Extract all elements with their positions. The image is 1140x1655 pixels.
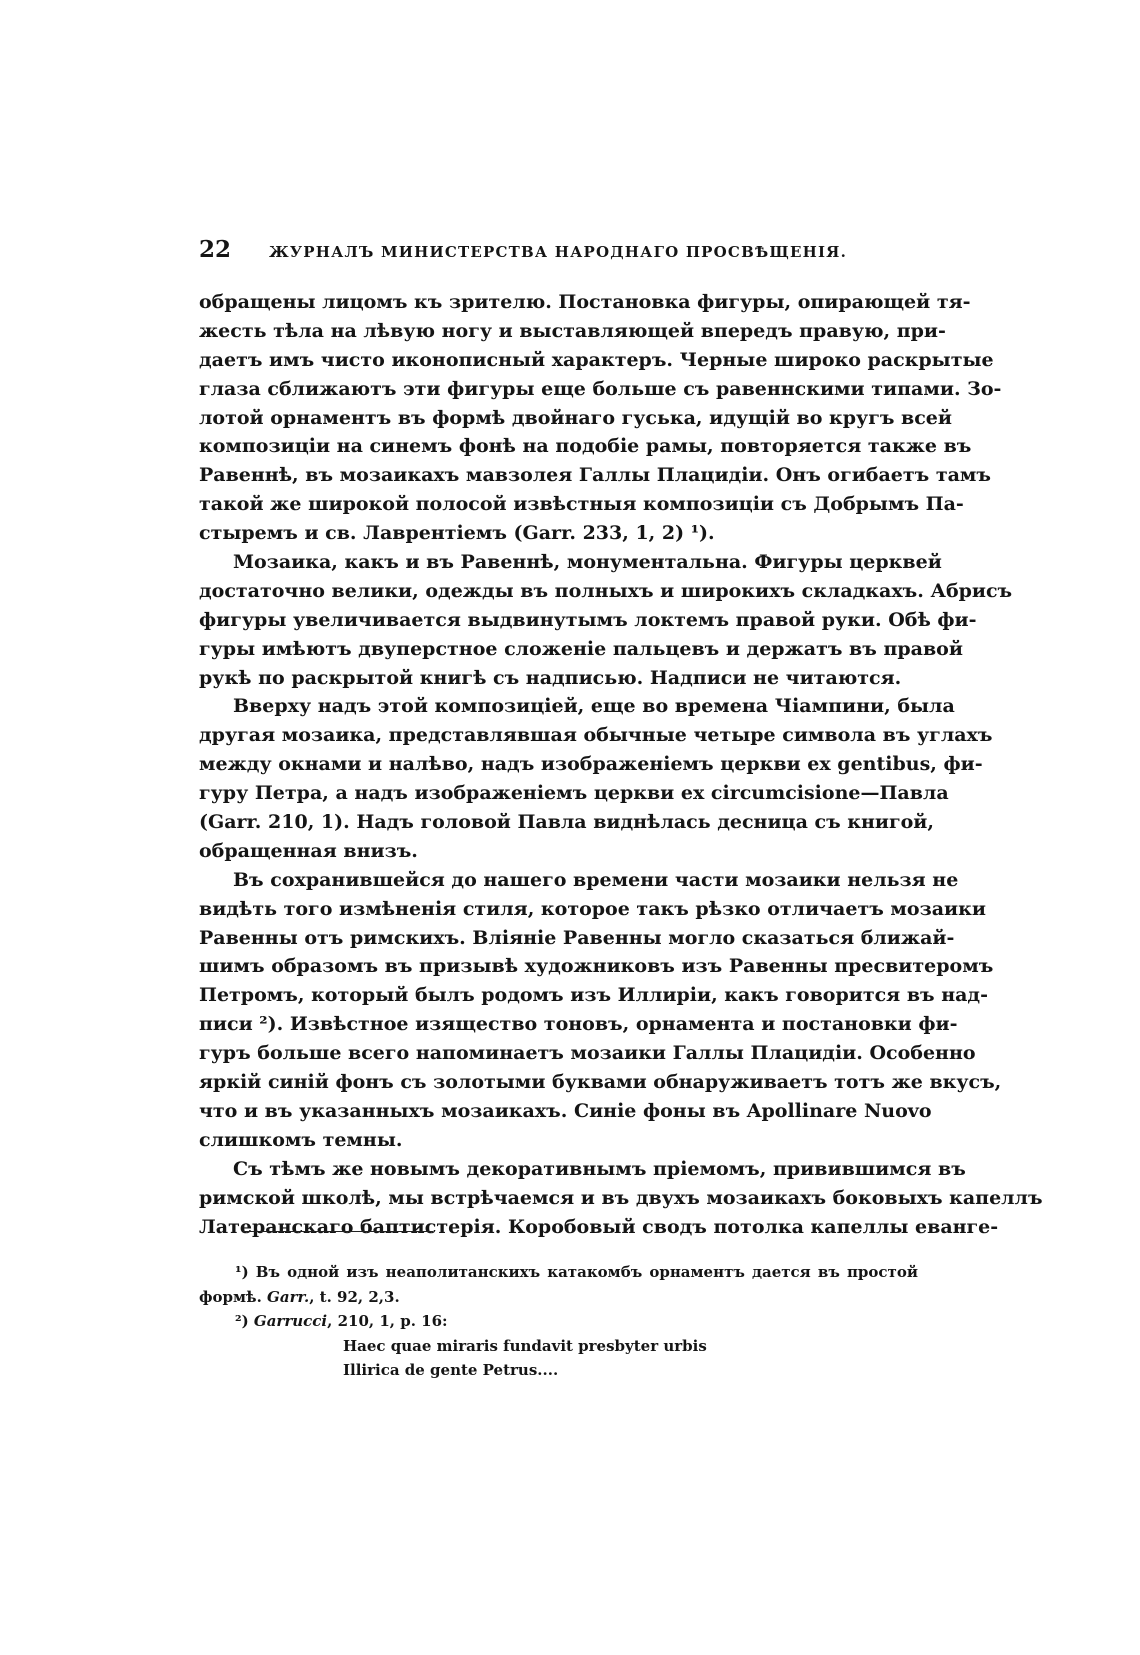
- page-number: 22: [199, 236, 232, 263]
- text-line: рукѣ по раскрытой книгѣ съ надписью. Надписи не читаются.: [199, 666, 902, 689]
- text-line: обращенная внизъ.: [199, 839, 418, 862]
- footnote-2-marker: ²): [235, 1312, 249, 1331]
- page-header: [199, 236, 919, 270]
- footnote-1: [199, 1260, 918, 1285]
- text-line: Латеранскаго баптистерія. Коробовый сводъ потолка капеллы еванге-: [199, 1215, 999, 1238]
- text-line: яркій синій фонъ съ золотыми буквами обнаруживаетъ тотъ же вкусъ,: [199, 1071, 1002, 1094]
- text-line: достаточно велики, одежды въ полныхъ и широкихъ складкахъ. Абрисъ: [199, 579, 1013, 602]
- footnote-2-verse-2: Illirica de gente Petrus....: [343, 1361, 559, 1380]
- text-line: жесть тѣла на лѣвую ногу и выставляющей впередъ правую, при-: [199, 319, 946, 342]
- text-line: слишкомъ темны.: [199, 1128, 403, 1151]
- text-line: лотой орнаментъ въ формѣ двойнаго гуська, идущій во кругъ всей: [199, 406, 952, 429]
- paragraph: [199, 692, 993, 865]
- footnote-1-source: Garr.: [267, 1287, 310, 1306]
- text-line: Равеннѣ, въ мозаикахъ мавзолея Галлы Плацидіи. Онъ огибаетъ тамъ: [199, 464, 992, 487]
- paragraph: [199, 548, 1013, 692]
- paragraph: [199, 288, 1002, 548]
- text-line: фигуры увеличивается выдвинутымъ локтемъ правой руки. Обѣ фи-: [199, 608, 977, 631]
- footnote-2: [199, 1309, 918, 1334]
- text-line: писи ²). Извѣстное изящество тоновъ, орнамента и постановки фи-: [199, 1013, 958, 1036]
- text-line: Въ сохранившейся до нашего времени части мозаики нельзя не: [233, 868, 959, 891]
- text-line: между окнами и налѣво, надъ изображеніемъ церкви ex gentibus, фи-: [199, 753, 983, 776]
- body-text: [199, 288, 1043, 1241]
- text-line: Вверху надъ этой композиціей, еще во времена Чіампини, была: [233, 695, 955, 718]
- footnote-2-verse-1: Haec quae miraris fundavit presbyter urbis: [343, 1336, 707, 1355]
- text-line: гуры имѣютъ двуперстное сложеніе пальцевъ и держатъ въ правой: [199, 637, 963, 660]
- text-line: что и въ указанныхъ мозаикахъ. Синіе фоны въ Apollinare Nuovo: [199, 1099, 932, 1122]
- footnote-2-source: Garrucci: [253, 1312, 328, 1331]
- text-line: Съ тѣмъ же новымъ декоративнымъ пріемомъ, привившимся въ: [233, 1157, 966, 1180]
- footnote-1-continuation: [199, 1285, 918, 1310]
- text-line: глаза сближаютъ эти фигуры еще больше съ равеннскими типами. Зо-: [199, 377, 1002, 400]
- text-line: стыремъ и св. Лаврентіемъ (Garr. 233, 1, 2) ¹).: [199, 522, 715, 545]
- text-line: даетъ имъ чисто иконописный характеръ. Черные широко раскрытые: [199, 348, 994, 371]
- text-line: обращены лицомъ къ зрителю. Постановка фигуры, опирающей тя-: [199, 291, 971, 313]
- text-line: шимъ образомъ въ призывѣ художниковъ изъ Равенны пресвитеромъ: [199, 955, 994, 978]
- footnotes: [199, 1260, 918, 1383]
- text-line: гуру Петра, а надъ изображеніемъ церкви ex circumcisione—Павла: [199, 782, 949, 805]
- running-title: ЖУРНАЛЪ МИНИСТЕРСТВА НАРОДНАГО ПРОСВѢЩЕНІЯ.: [269, 243, 848, 261]
- text-line: гуръ больше всего напоминаетъ мозаики Галлы Плацидіи. Особенно: [199, 1042, 976, 1065]
- footnote-rule: [243, 1231, 433, 1232]
- text-line: видѣть того измѣненія стиля, которое такъ рѣзко отличаетъ мозаики: [199, 897, 986, 920]
- text-line: композиціи на синемъ фонѣ на подобіе рамы, повторяется также въ: [199, 435, 972, 458]
- paragraph: [199, 866, 1002, 1155]
- text-line: Равенны отъ римскихъ. Вліяніе Равенны могло сказаться ближай-: [199, 926, 955, 949]
- text-line: Мозаика, какъ и въ Равеннѣ, монументальна. Фигуры церквей: [233, 551, 942, 574]
- footnote-1-text: Въ одной изъ неаполитанскихъ катакомбъ орнаментъ дается въ простой: [255, 1263, 918, 1281]
- paragraph: [199, 1155, 1043, 1242]
- text-line: римской школѣ, мы встрѣчаемся и въ двухъ мозаикахъ боковыхъ капеллъ: [199, 1186, 1043, 1209]
- footnote-2-ref: , 210, 1, p. 16:: [327, 1312, 448, 1331]
- footnote-1-cont-text: формѣ.: [199, 1287, 268, 1306]
- text-line: другая мозаика, представлявшая обычные четыре символа въ углахъ: [199, 724, 993, 747]
- footnote-1-marker: ¹): [235, 1263, 249, 1281]
- text-line: (Garr. 210, 1). Надъ головой Павла виднѣлась десница съ книгой,: [199, 811, 935, 834]
- text-line: Петромъ, который былъ родомъ изъ Иллиріи, какъ говорится въ над-: [199, 984, 988, 1007]
- footnote-1-ref: , t. 92, 2,3.: [309, 1287, 400, 1306]
- text-line: такой же широкой полосой извѣстныя композиціи съ Добрымъ Па-: [199, 493, 964, 516]
